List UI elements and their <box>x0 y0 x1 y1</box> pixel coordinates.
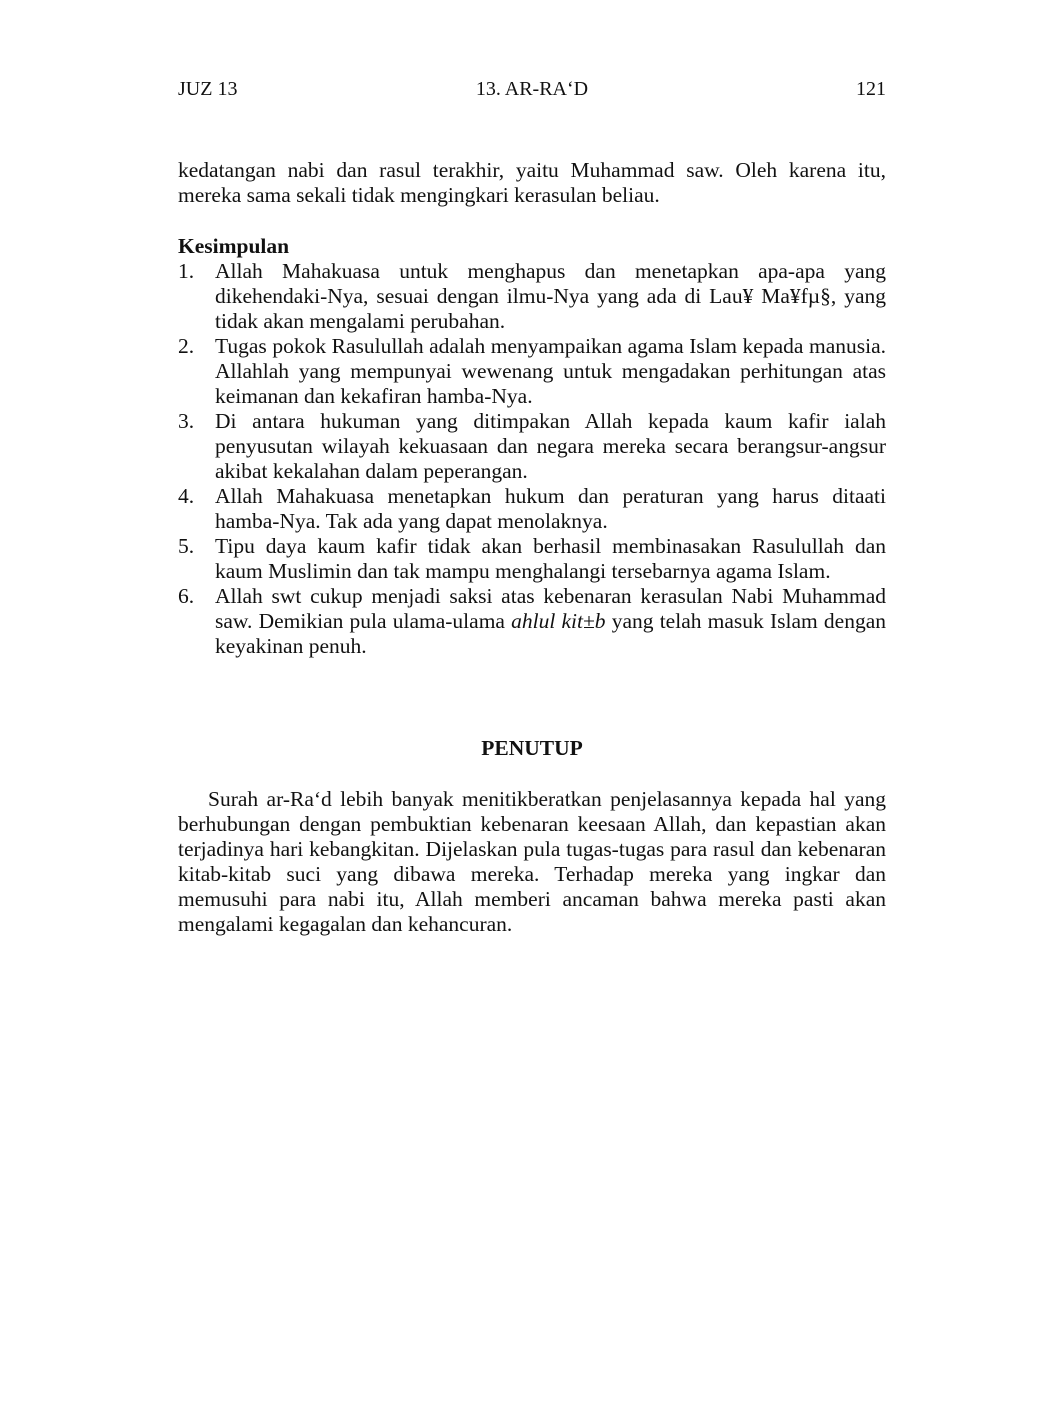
juz-label: JUZ 13 <box>178 78 238 100</box>
list-item-number: 6. <box>178 584 195 608</box>
conclusion-list <box>178 259 886 659</box>
list-item-number: 4. <box>178 484 195 508</box>
list-item-text: Tugas pokok Rasulullah adalah menyampaikan agama Islam kepada manusia. Allahlah yang mempunyai wewenang untuk mengadakan perhitungan atas keimanan dan kekafiran hamba-Nya. <box>215 334 886 408</box>
list-item <box>178 534 886 584</box>
intro-paragraph: kedatangan nabi dan rasul terakhir, yaitu Muhammad saw. Oleh karena itu, mereka sama sekali tidak mengingkari kerasulan beliau. <box>178 158 886 207</box>
list-item-text-part: yang telah masuk Islam dengan keyakinan penuh. <box>215 609 886 658</box>
list-item <box>178 584 886 659</box>
kesimpulan-heading: Kesimpulan <box>178 234 290 258</box>
list-item-text: Di antara hukuman yang ditimpakan Allah kepada kaum kafir ialah penyusutan wilayah kekuasaan dan negara mereka secara berangsur-angsur akibat kekalahan dalam peperangan. <box>215 409 886 483</box>
list-item-text: Allah Mahakuasa untuk menghapus dan menetapkan apa-apa yang dikehendaki-Nya, sesuai dengan ilmu-Nya yang ada di Lau¥ Ma¥fµ§, yang tidak akan mengalami perubahan. <box>215 259 886 333</box>
list-item <box>178 259 886 334</box>
list-item <box>178 409 886 484</box>
list-item-text-part: Allah swt cukup menjadi saksi atas kebenaran kerasulan Nabi Muhammad saw. Demikian pula ulama-ulama <box>215 584 886 633</box>
list-item-number: 2. <box>178 334 195 358</box>
italic-term: ahlul kit±b <box>511 609 606 633</box>
list-item-text <box>215 584 886 659</box>
penutup-heading: PENUTUP <box>481 736 583 760</box>
list-item <box>178 484 886 534</box>
list-item-text: Allah Mahakuasa menetapkan hukum dan peraturan yang harus ditaati hamba-Nya. Tak ada yang dapat menolaknya. <box>215 484 886 533</box>
page-number: 121 <box>856 78 886 100</box>
list-item-text: Tipu daya kaum kafir tidak akan berhasil membinasakan Rasulullah dan kaum Muslimin dan tak mampu menghalangi tersebarnya agama Islam. <box>215 534 886 583</box>
list-item-number: 3. <box>178 409 195 433</box>
list-item-number: 1. <box>178 259 195 283</box>
surah-title: 13. AR-RA‘D <box>475 78 589 100</box>
list-item <box>178 334 886 409</box>
list-item-number: 5. <box>178 534 195 558</box>
page-header <box>178 76 886 102</box>
closing-paragraph: Surah ar-Ra‘d lebih banyak menitikberatkan penjelasannya kepada hal yang berhubungan dengan pembuktian kebenaran keesaan Allah, dan kepastian akan terjadinya hari kebangkitan. Dijelaskan pula tugas-tugas para rasul dan kebenaran kitab-kitab suci yang dibawa mereka. Terhadap mereka yang ingkar dan memusuhi para nabi itu, Allah memberi ancaman bahwa mereka pasti akan mengalami kegagalan dan kehancuran. <box>178 787 886 936</box>
